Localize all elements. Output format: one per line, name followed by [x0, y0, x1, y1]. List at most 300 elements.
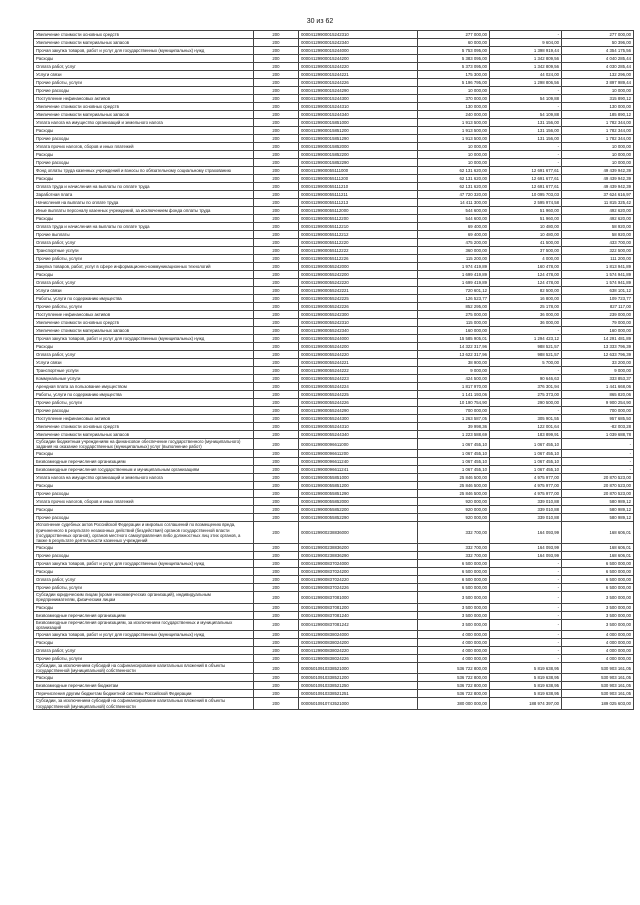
budget-classification-code: 00004129900055852000 — [299, 498, 418, 506]
unexecuted-amount: 1 813 941,89 — [562, 263, 634, 271]
executed-amount: - — [490, 87, 562, 95]
executed-amount: 82 500,00 — [490, 287, 562, 295]
table-row — [34, 247, 634, 255]
budget-classification-code: 00004129900238836000 — [299, 522, 418, 544]
unexecuted-amount: 168 606,01 — [562, 544, 634, 552]
executed-amount: 54 109,88 — [490, 95, 562, 103]
executed-amount: 376 301,94 — [490, 383, 562, 391]
executed-amount: 305 901,55 — [490, 415, 562, 423]
approved-amount: 1 913 500,00 — [418, 127, 490, 135]
approved-amount: 4 000 000,00 — [418, 647, 490, 655]
line-code: 200 — [254, 466, 299, 474]
row-description: Расходы — [34, 506, 254, 514]
table-row — [34, 239, 634, 247]
line-code: 200 — [254, 303, 299, 311]
line-code: 200 — [254, 576, 299, 584]
table-row — [34, 466, 634, 474]
table-row — [34, 223, 634, 231]
line-code: 200 — [254, 506, 299, 514]
row-description: Работы, услуги по содержанию имущества — [34, 391, 254, 399]
line-code: 200 — [254, 375, 299, 383]
unexecuted-amount: 1 782 344,00 — [562, 119, 634, 127]
row-description: Прочая закупка товаров, работ и услуг для государственных (муниципальных) нужд — [34, 560, 254, 568]
approved-amount: 536 722 800,00 — [418, 682, 490, 690]
line-code: 200 — [254, 674, 299, 682]
line-code: 200 — [254, 319, 299, 327]
executed-amount: 122 001,64 — [490, 423, 562, 431]
row-description: Заработная плата — [34, 191, 254, 199]
executed-amount: 131 156,00 — [490, 135, 562, 143]
executed-amount: 90 646,63 — [490, 375, 562, 383]
executed-amount: 124 478,00 — [490, 271, 562, 279]
executed-amount: 131 156,00 — [490, 119, 562, 127]
row-description: Субсидии, за исключением субсидий на софинансирование капитальных вложений в объекты государственной (муниципальной) собственности — [34, 698, 254, 709]
budget-classification-code: 00004129900055244226 — [299, 399, 418, 407]
executed-amount: 16 800,00 — [490, 295, 562, 303]
line-code: 200 — [254, 127, 299, 135]
budget-classification-code: 00004129900055244300 — [299, 415, 418, 423]
row-description: Расходы — [34, 175, 254, 183]
unexecuted-amount: 111 200,00 — [562, 255, 634, 263]
unexecuted-amount: 277 000,00 — [562, 31, 634, 39]
approved-amount: 115 000,00 — [418, 319, 490, 327]
row-description: Прочие работы, услуги — [34, 655, 254, 663]
approved-amount: 370 000,00 — [418, 95, 490, 103]
unexecuted-amount: 4 000 000,00 — [562, 647, 634, 655]
approved-amount: 544 600,00 — [418, 207, 490, 215]
executed-amount: - — [490, 631, 562, 639]
unexecuted-amount: 4 030 285,44 — [562, 63, 634, 71]
budget-classification-code: 00004129900837024200 — [299, 568, 418, 576]
executed-amount: - — [490, 655, 562, 663]
table-row — [34, 151, 634, 159]
unexecuted-amount: 14 291 481,89 — [562, 335, 634, 343]
unexecuted-amount: 530 903 161,05 — [562, 663, 634, 674]
budget-classification-code: 00004129900055852290 — [299, 514, 418, 522]
row-description: Коммунальные услуги — [34, 375, 254, 383]
executed-amount: - — [490, 407, 562, 415]
budget-classification-code: 00004129900015244310 — [299, 103, 418, 111]
line-code: 200 — [254, 255, 299, 263]
row-description: Субсидии юридическим лицам (кроме некоммерческих организаций), индивидуальным предпринимателям, физическим лицам — [34, 592, 254, 603]
unexecuted-amount: 49 439 942,39 — [562, 167, 634, 175]
budget-classification-code: 00004129900055112220 — [299, 239, 418, 247]
row-description: Увеличение стоимости основных средств — [34, 319, 254, 327]
approved-amount: 536 722 800,00 — [418, 690, 490, 698]
executed-amount: 4 975 977,00 — [490, 482, 562, 490]
executed-amount: 164 093,99 — [490, 522, 562, 544]
table-row — [34, 647, 634, 655]
row-description: Оплата работ, услуг — [34, 239, 254, 247]
unexecuted-amount: 580 989,12 — [562, 514, 634, 522]
table-row — [34, 522, 634, 544]
line-code: 200 — [254, 343, 299, 351]
approved-amount: 6 500 000,00 — [418, 560, 490, 568]
table-row — [34, 498, 634, 506]
budget-classification-code: 00004129900238836200 — [299, 544, 418, 552]
executed-amount: - — [490, 603, 562, 611]
unexecuted-amount: 3 500 000,00 — [562, 611, 634, 619]
table-row — [34, 311, 634, 319]
unexecuted-amount: 189 025 603,00 — [562, 698, 634, 709]
table-row — [34, 359, 634, 367]
table-row — [34, 183, 634, 191]
table-row — [34, 207, 634, 215]
budget-classification-code: 00004129900055112222 — [299, 247, 418, 255]
row-description: Прочие работы, услуги — [34, 399, 254, 407]
budget-classification-code: 00004129900837081240 — [299, 611, 418, 619]
budget-classification-code: 00004129900238836290 — [299, 552, 418, 560]
budget-classification-code: 00004129900055111210 — [299, 183, 418, 191]
approved-amount: 1 913 500,00 — [418, 135, 490, 143]
table-row — [34, 690, 634, 698]
unexecuted-amount: 58 920,00 — [562, 231, 634, 239]
approved-amount: 920 000,00 — [418, 506, 490, 514]
budget-classification-code: 00004129900055242200 — [299, 271, 418, 279]
unexecuted-amount: 700 000,00 — [562, 407, 634, 415]
table-row — [34, 167, 634, 175]
line-code: 200 — [254, 111, 299, 119]
executed-amount: 339 010,88 — [490, 498, 562, 506]
table-row — [34, 383, 634, 391]
row-description: Услуги связи — [34, 287, 254, 295]
approved-amount: 126 523,77 — [418, 295, 490, 303]
executed-amount: - — [490, 576, 562, 584]
budget-classification-code: 00004129900837024226 — [299, 584, 418, 592]
row-description: Услуги связи — [34, 359, 254, 367]
line-code: 200 — [254, 47, 299, 55]
table-row — [34, 698, 634, 709]
table-row — [34, 31, 634, 39]
line-code: 200 — [254, 552, 299, 560]
table-row — [34, 159, 634, 167]
line-code: 200 — [254, 514, 299, 522]
row-description: Поступление нефинансовых активов — [34, 95, 254, 103]
row-description: Субсидии, за исключением субсидий на софинансирование капитальных вложений в объекты государственной (муниципальной) собственности — [34, 663, 254, 674]
budget-classification-code: 00004129900837081000 — [299, 592, 418, 603]
table-row — [34, 279, 634, 287]
budget-classification-code: 00004129900838024000 — [299, 631, 418, 639]
approved-amount: 332 700,00 — [418, 522, 490, 544]
executed-amount: 1 342 809,56 — [490, 55, 562, 63]
line-code: 200 — [254, 239, 299, 247]
table-row — [34, 431, 634, 439]
executed-amount: 41 500,00 — [490, 239, 562, 247]
budget-classification-code: 00004129900055111000 — [299, 167, 418, 175]
row-description: Услуги связи — [34, 71, 254, 79]
executed-amount: 1 067 455,10 — [490, 439, 562, 450]
approved-amount: 39 998,36 — [418, 423, 490, 431]
row-description: Расходы — [34, 450, 254, 458]
executed-amount: 12 691 677,61 — [490, 175, 562, 183]
executed-amount: 36 000,00 — [490, 319, 562, 327]
budget-classification-code: 00004129900055244310 — [299, 423, 418, 431]
table-row — [34, 79, 634, 87]
approved-amount: 10 000,00 — [418, 143, 490, 151]
approved-amount: 4 000 000,00 — [418, 639, 490, 647]
executed-amount: 124 478,00 — [490, 279, 562, 287]
line-code: 200 — [254, 119, 299, 127]
line-code: 200 — [254, 383, 299, 391]
executed-amount: 5 819 638,95 — [490, 690, 562, 698]
unexecuted-amount: 11 815 325,42 — [562, 199, 634, 207]
approved-amount: 4 000 000,00 — [418, 631, 490, 639]
line-code: 200 — [254, 215, 299, 223]
budget-classification-code: 00004129900055242226 — [299, 303, 418, 311]
approved-amount: 130 000,00 — [418, 103, 490, 111]
unexecuted-amount: 4 354 175,56 — [562, 47, 634, 55]
row-description: Расходы — [34, 639, 254, 647]
line-code: 200 — [254, 191, 299, 199]
executed-amount: 1 398 919,44 — [490, 47, 562, 55]
row-description: Уплата налога на имущество организаций и земельного налога — [34, 474, 254, 482]
budget-classification-code: 00004129900055244225 — [299, 391, 418, 399]
line-code: 200 — [254, 544, 299, 552]
approved-amount: 360 000,00 — [418, 247, 490, 255]
budget-classification-code: 00005010910338521000 — [299, 663, 418, 674]
approved-amount: 14 411 300,00 — [418, 199, 490, 207]
approved-amount: 69 400,00 — [418, 223, 490, 231]
table-row — [34, 682, 634, 690]
executed-amount: - — [490, 151, 562, 159]
approved-amount: 10 190 754,90 — [418, 399, 490, 407]
approved-amount: 3 500 000,00 — [418, 619, 490, 630]
executed-amount: 10 480,00 — [490, 231, 562, 239]
approved-amount: 38 900,00 — [418, 359, 490, 367]
budget-classification-code: 00004129900838024200 — [299, 639, 418, 647]
table-row — [34, 135, 634, 143]
unexecuted-amount: 132 296,00 — [562, 71, 634, 79]
row-description: Уплата налога на имущество организаций и земельного налога — [34, 119, 254, 127]
unexecuted-amount: 10 000,00 — [562, 151, 634, 159]
budget-classification-code: 00005010910338521200 — [299, 674, 418, 682]
executed-amount: - — [490, 367, 562, 375]
executed-amount: 36 000,00 — [490, 311, 562, 319]
table-row — [34, 655, 634, 663]
line-code: 200 — [254, 335, 299, 343]
table-row — [34, 482, 634, 490]
executed-amount: 131 156,00 — [490, 127, 562, 135]
budget-classification-code: 00004129900096611241 — [299, 466, 418, 474]
executed-amount: 4 000,00 — [490, 255, 562, 263]
budget-classification-code: 00004129900055851290 — [299, 490, 418, 498]
unexecuted-amount: 79 000,00 — [562, 319, 634, 327]
row-description: Уплата прочих налогов, сборов и иных платежей — [34, 498, 254, 506]
line-code: 200 — [254, 95, 299, 103]
unexecuted-amount: 433 700,00 — [562, 239, 634, 247]
line-code: 200 — [254, 39, 299, 47]
line-code: 200 — [254, 439, 299, 450]
executed-amount: 164 093,99 — [490, 552, 562, 560]
line-code: 200 — [254, 295, 299, 303]
budget-classification-code: 00004129900015244300 — [299, 95, 418, 103]
budget-classification-code: 00004129900055244200 — [299, 343, 418, 351]
table-row — [34, 423, 634, 431]
executed-amount: 4 975 977,00 — [490, 490, 562, 498]
unexecuted-amount: 58 920,00 — [562, 223, 634, 231]
budget-classification-code: 00004129900055242220 — [299, 279, 418, 287]
unexecuted-amount: 4 040 285,44 — [562, 55, 634, 63]
executed-amount: 5 819 638,95 — [490, 682, 562, 690]
line-code: 200 — [254, 631, 299, 639]
table-row — [34, 552, 634, 560]
executed-amount: 164 093,99 — [490, 544, 562, 552]
line-code: 200 — [254, 490, 299, 498]
executed-amount: 339 010,88 — [490, 514, 562, 522]
row-description: Исполнение судебных актов Российской Федерации и мировых соглашений по возмещению вреда, причиненного в результате незаконных действий (бездействия) органов государственной власти (государственных органов), органов местного самоуправления либо должностных лиц этих органов, а также в результате деятельности казенных учреждений — [34, 522, 254, 544]
approved-amount: 1 817 970,00 — [418, 383, 490, 391]
unexecuted-amount: 50 396,00 — [562, 39, 634, 47]
line-code: 200 — [254, 279, 299, 287]
line-code: 200 — [254, 584, 299, 592]
unexecuted-amount: 4 000 000,00 — [562, 631, 634, 639]
table-row — [34, 175, 634, 183]
approved-amount: 1 699 419,89 — [418, 279, 490, 287]
table-row — [34, 319, 634, 327]
unexecuted-amount: 492 620,00 — [562, 207, 634, 215]
line-code: 200 — [254, 151, 299, 159]
line-code: 200 — [254, 698, 299, 709]
table-row — [34, 143, 634, 151]
unexecuted-amount: 130 000,00 — [562, 103, 634, 111]
line-code: 200 — [254, 31, 299, 39]
executed-amount: 10 480,00 — [490, 223, 562, 231]
unexecuted-amount: 20 870 523,00 — [562, 490, 634, 498]
line-code: 200 — [254, 482, 299, 490]
line-code: 200 — [254, 522, 299, 544]
approved-amount: 1 067 455,10 — [418, 466, 490, 474]
executed-amount: 54 109,88 — [490, 111, 562, 119]
table-row — [34, 631, 634, 639]
unexecuted-amount: 3 500 000,00 — [562, 619, 634, 630]
unexecuted-amount: 1 574 941,89 — [562, 271, 634, 279]
executed-amount: 12 691 677,61 — [490, 167, 562, 175]
executed-amount: - — [490, 584, 562, 592]
line-code: 200 — [254, 167, 299, 175]
unexecuted-amount: 10 000,00 — [562, 159, 634, 167]
line-code: 200 — [254, 458, 299, 466]
line-code: 200 — [254, 55, 299, 63]
line-code: 200 — [254, 327, 299, 335]
budget-classification-code: 00004129900015244226 — [299, 79, 418, 87]
executed-amount: - — [490, 31, 562, 39]
unexecuted-amount: 3 500 000,00 — [562, 603, 634, 611]
budget-classification-code: 00004129900055852200 — [299, 506, 418, 514]
executed-amount: 183 899,91 — [490, 431, 562, 439]
table-row — [34, 271, 634, 279]
line-code: 200 — [254, 690, 299, 698]
unexecuted-amount: 168 606,01 — [562, 522, 634, 544]
budget-classification-code: 00004129900055244340 — [299, 431, 418, 439]
unexecuted-amount: - — [562, 439, 634, 450]
budget-classification-code: 00004129900015244000 — [299, 47, 418, 55]
row-description: Перечисления другим бюджетам бюджетной системы Российской Федерации — [34, 690, 254, 698]
row-description: Расходы — [34, 271, 254, 279]
approved-amount: 920 000,00 — [418, 514, 490, 522]
line-code: 200 — [254, 663, 299, 674]
executed-amount: 339 010,88 — [490, 506, 562, 514]
row-description: Безвозмездные перечисления организациям, за исключением государственных и муниципальных организаций — [34, 619, 254, 630]
line-code: 200 — [254, 231, 299, 239]
row-description: Увеличение стоимости материальных запасов — [34, 39, 254, 47]
table-row — [34, 474, 634, 482]
approved-amount: 9 000,00 — [418, 367, 490, 375]
page-number: 30 из 62 — [306, 18, 334, 25]
line-code: 200 — [254, 639, 299, 647]
row-description: Оплата работ, услуг — [34, 576, 254, 584]
budget-classification-code: 00004129900015242310 — [299, 31, 418, 39]
executed-amount: - — [490, 619, 562, 630]
line-code: 200 — [254, 87, 299, 95]
row-description: Прочие расходы — [34, 159, 254, 167]
budget-classification-code: 00005010910338521250 — [299, 682, 418, 690]
table-row — [34, 327, 634, 335]
approved-amount: 1 067 455,10 — [418, 458, 490, 466]
budget-classification-code: 00004129900015852000 — [299, 143, 418, 151]
table-row — [34, 375, 634, 383]
row-description: Иные выплаты персоналу казенных учреждений, за исключением фонда оплаты труда — [34, 207, 254, 215]
approved-amount: 14 322 317,96 — [418, 343, 490, 351]
row-description: Расходы — [34, 55, 254, 63]
table-row — [34, 450, 634, 458]
table-row — [34, 55, 634, 63]
row-description: Расходы — [34, 544, 254, 552]
budget-classification-code: 00004129900837024220 — [299, 576, 418, 584]
budget-classification-code: 00004129900055242000 — [299, 263, 418, 271]
row-description: Расходы — [34, 568, 254, 576]
approved-amount: 47 720 320,00 — [418, 191, 490, 199]
budget-classification-code: 00004129900055111200 — [299, 175, 418, 183]
line-code: 200 — [254, 135, 299, 143]
unexecuted-amount: 530 903 161,05 — [562, 690, 634, 698]
row-description: Увеличение стоимости основных средств — [34, 31, 254, 39]
approved-amount: 6 500 000,00 — [418, 584, 490, 592]
unexecuted-amount: 4 000 000,00 — [562, 639, 634, 647]
approved-amount: 332 700,00 — [418, 552, 490, 560]
line-code: 200 — [254, 271, 299, 279]
executed-amount: 160 478,00 — [490, 263, 562, 271]
unexecuted-amount: 49 439 942,39 — [562, 175, 634, 183]
budget-classification-code: 00004129900837081242 — [299, 619, 418, 630]
row-description: Транспортные услуги — [34, 367, 254, 375]
line-code: 200 — [254, 143, 299, 151]
line-code: 200 — [254, 103, 299, 111]
unexecuted-amount: 333 853,37 — [562, 375, 634, 383]
line-code: 200 — [254, 603, 299, 611]
unexecuted-amount: 3 500 000,00 — [562, 592, 634, 603]
row-description: Оплата работ, услуг — [34, 351, 254, 359]
row-description: Увеличение стоимости основных средств — [34, 423, 254, 431]
row-description: Транспортные услуги — [34, 247, 254, 255]
unexecuted-amount: 530 903 161,05 — [562, 682, 634, 690]
executed-amount: 5 700,00 — [490, 359, 562, 367]
table-row — [34, 351, 634, 359]
table-row — [34, 391, 634, 399]
approved-amount: 544 600,00 — [418, 215, 490, 223]
executed-amount: 1 067 455,10 — [490, 450, 562, 458]
line-code: 200 — [254, 199, 299, 207]
row-description: Прочие расходы — [34, 514, 254, 522]
approved-amount: 852 295,00 — [418, 303, 490, 311]
approved-amount: 5 753 095,00 — [418, 47, 490, 55]
row-description: Оплата работ, услуг — [34, 63, 254, 71]
budget-classification-code: 00004129900096611200 — [299, 450, 418, 458]
row-description: Закупка товаров, работ, услуг в сфере информационно-коммуникационных технологий — [34, 263, 254, 271]
row-description: Прочие расходы — [34, 552, 254, 560]
approved-amount: 424 500,00 — [418, 375, 490, 383]
executed-amount: 1 298 806,56 — [490, 79, 562, 87]
table-row — [34, 71, 634, 79]
